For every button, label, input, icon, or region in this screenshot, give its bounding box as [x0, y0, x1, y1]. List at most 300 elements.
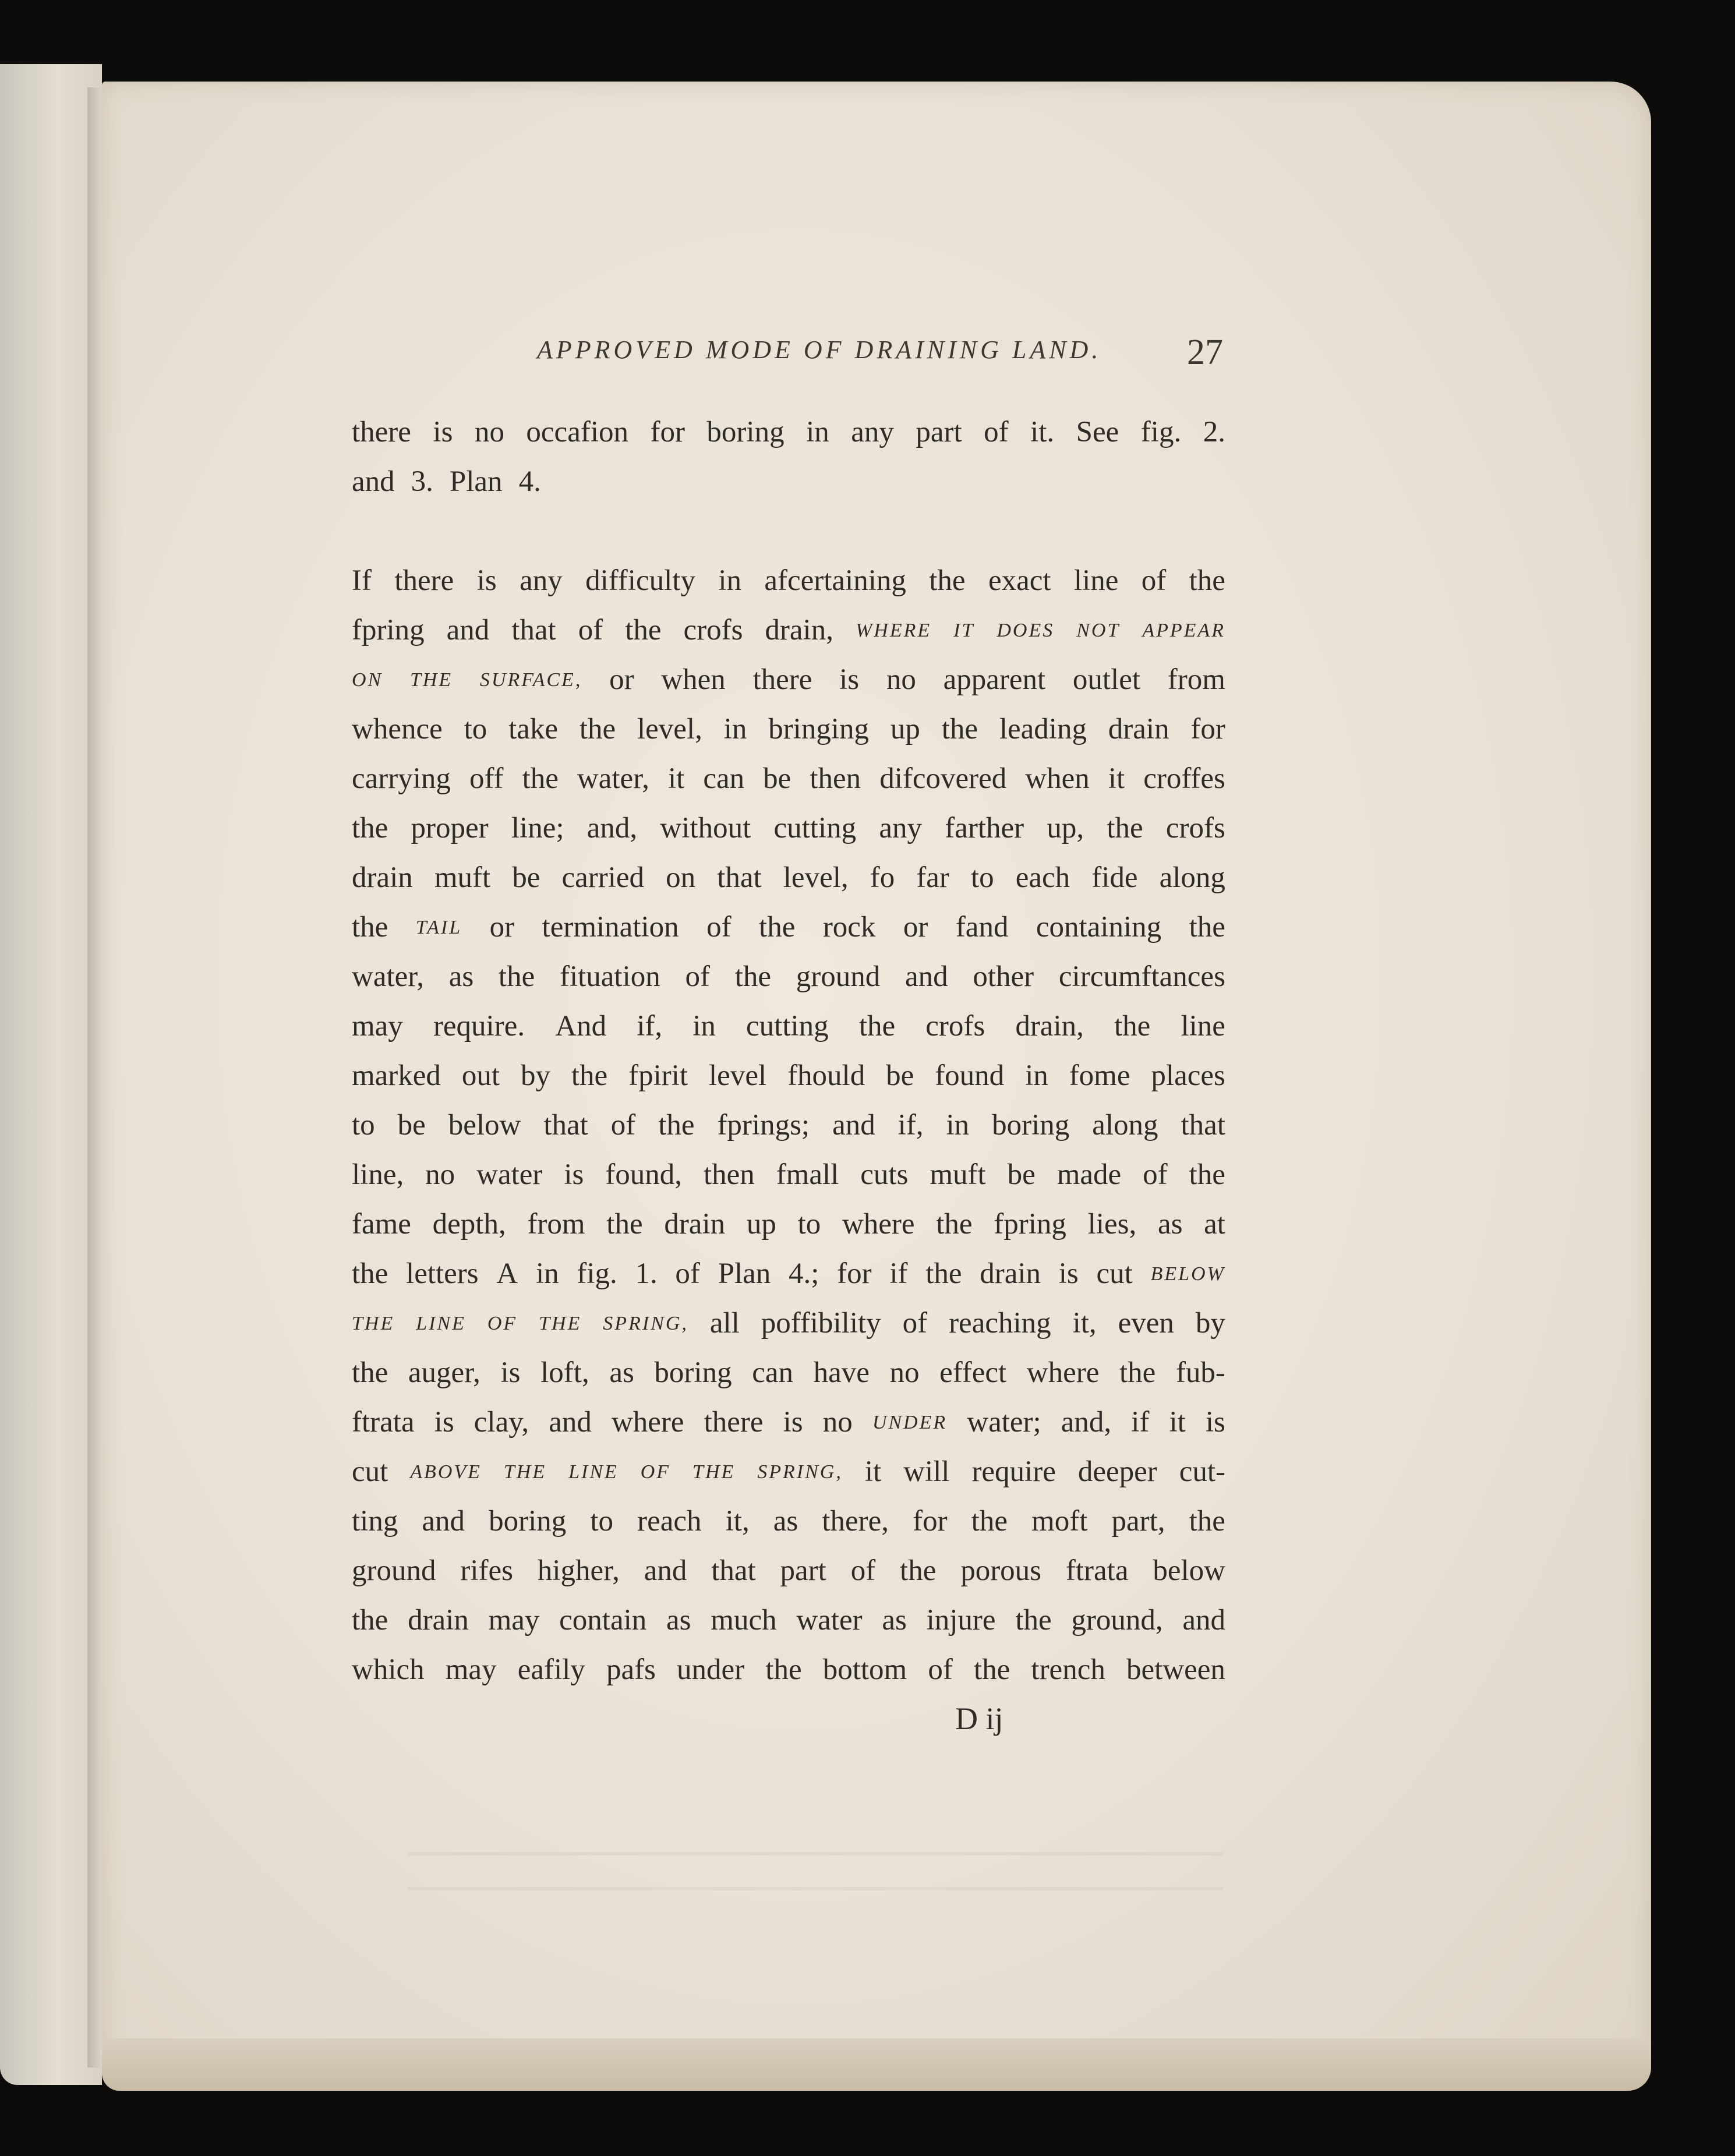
word: to: [352, 1109, 375, 1141]
word: loft,: [540, 1356, 589, 1389]
word: muft: [930, 1158, 986, 1191]
word: fprings;: [717, 1109, 810, 1141]
word: level,: [783, 861, 849, 894]
word: drain: [408, 1604, 469, 1637]
word: 4.;: [789, 1257, 819, 1290]
word: by: [1195, 1307, 1225, 1339]
word: the: [900, 1554, 937, 1587]
word: that: [711, 1554, 756, 1587]
word: marked: [352, 1059, 441, 1092]
word: is: [564, 1158, 584, 1191]
word: to: [590, 1505, 614, 1538]
word: cut-: [1179, 1455, 1225, 1488]
small-caps-word: IT: [953, 620, 975, 641]
word: which: [352, 1653, 425, 1686]
word: fig.: [1140, 416, 1182, 448]
word: the: [929, 564, 966, 597]
word: boring: [489, 1505, 567, 1538]
word: when: [661, 663, 726, 696]
word: the: [936, 1208, 973, 1240]
word: part: [916, 416, 962, 448]
small-caps-word: LINE: [416, 1313, 466, 1334]
text-line: [352, 1299, 1225, 1348]
word: drain: [352, 861, 413, 894]
text-line: [352, 1645, 1225, 1695]
word: for: [650, 416, 685, 448]
word: circumftances: [1058, 960, 1225, 993]
word: far: [916, 861, 949, 894]
word: rock: [822, 911, 876, 943]
word: carried: [561, 861, 645, 894]
word: drain: [980, 1257, 1041, 1290]
word: clay,: [473, 1406, 529, 1438]
word: and: [549, 1406, 592, 1438]
word: can: [752, 1356, 793, 1389]
word: and: [422, 1505, 465, 1538]
word: between: [1126, 1653, 1225, 1686]
word: poffibility: [761, 1307, 881, 1339]
word: the: [352, 911, 388, 943]
word: of: [610, 1109, 636, 1141]
word: the: [352, 1604, 388, 1637]
word: take: [508, 713, 559, 745]
word: out: [461, 1059, 500, 1092]
word: under: [677, 1653, 745, 1686]
text-line: [352, 556, 1225, 606]
word: apparent: [943, 663, 1046, 696]
small-caps-word: THE: [503, 1461, 547, 1483]
word: off: [469, 762, 504, 795]
small-caps-word: ON: [352, 669, 383, 691]
text-line: [352, 1348, 1225, 1398]
text-line: [352, 1002, 1225, 1051]
word: termination: [542, 911, 679, 943]
word: boring: [706, 416, 785, 448]
word: where: [1026, 1356, 1100, 1389]
word: or: [903, 911, 928, 943]
word: that: [511, 614, 556, 646]
word: leading: [999, 713, 1087, 745]
word: in: [718, 564, 741, 597]
word: it: [1108, 762, 1125, 795]
word: fand: [955, 911, 1009, 943]
text-line: [352, 1596, 1225, 1645]
word: and: [644, 1554, 687, 1587]
word: the: [1189, 911, 1225, 943]
word: and: [352, 465, 395, 498]
word: ting: [352, 1505, 398, 1538]
word: the: [971, 1505, 1008, 1538]
word: effect: [939, 1356, 1007, 1389]
word: that: [543, 1109, 588, 1141]
text-line: [352, 1200, 1225, 1249]
word: drain: [1108, 713, 1169, 745]
word: cutting: [746, 1010, 829, 1042]
word: be: [1007, 1158, 1036, 1191]
word: or: [489, 911, 515, 943]
word: no: [474, 416, 504, 448]
word: along: [1092, 1109, 1158, 1141]
small-caps-word: WHERE: [855, 620, 932, 641]
word: 2.: [1203, 416, 1225, 448]
word: ground: [796, 960, 881, 993]
word: may: [488, 1604, 540, 1637]
text-line: [352, 408, 1225, 457]
word: much: [711, 1604, 777, 1637]
word: And: [555, 1010, 607, 1042]
word: it: [1169, 1406, 1186, 1438]
text-line: [352, 754, 1225, 804]
word: drain: [664, 1208, 726, 1240]
facing-page-edge: [0, 64, 102, 2085]
word: be: [763, 762, 791, 795]
word: in: [723, 713, 747, 745]
word: for: [913, 1505, 948, 1538]
word: If: [352, 564, 372, 597]
word: any: [879, 812, 923, 844]
word: the: [1114, 1010, 1151, 1042]
word: there: [394, 564, 454, 597]
word: no: [886, 663, 916, 696]
word: the: [858, 1010, 896, 1042]
word: as: [773, 1505, 798, 1538]
word: the: [734, 960, 772, 993]
word: it,: [725, 1505, 750, 1538]
word: require.: [433, 1010, 525, 1042]
word: in: [946, 1109, 970, 1141]
text-line: [352, 1447, 1225, 1497]
word: the: [1189, 1505, 1225, 1538]
word: water: [796, 1604, 863, 1637]
word: all: [709, 1307, 740, 1339]
word: to: [797, 1208, 821, 1240]
text-line: [352, 457, 1225, 507]
word: it.: [1030, 416, 1055, 448]
word: fo: [870, 861, 895, 894]
text-line: [352, 804, 1225, 853]
word: in: [535, 1257, 559, 1290]
word: any: [851, 416, 894, 448]
small-caps-word: NOT: [1076, 620, 1121, 641]
word: no: [822, 1406, 853, 1438]
small-caps-word: THE: [409, 669, 453, 691]
word: if: [889, 1257, 908, 1290]
word: farther: [945, 812, 1024, 844]
text-line: [352, 1398, 1225, 1447]
word: difcovered: [879, 762, 1007, 795]
word: of: [706, 911, 732, 943]
word: the: [973, 1653, 1010, 1686]
running-head-title: APPROVED MODE OF DRAINING LAND.: [537, 335, 1102, 364]
word: along: [1159, 861, 1225, 894]
word: whence: [352, 713, 443, 745]
word: occafion: [526, 416, 628, 448]
word: below: [448, 1109, 521, 1141]
word: from: [1167, 663, 1225, 696]
word: Plan: [449, 465, 503, 498]
word: is: [476, 564, 497, 597]
word: is: [839, 663, 860, 696]
word: no: [425, 1158, 455, 1191]
word: and: [446, 614, 490, 646]
word: is: [433, 416, 453, 448]
small-caps-word: LINE: [568, 1461, 619, 1483]
word: exact: [988, 564, 1051, 597]
text-line: [352, 853, 1225, 903]
word: trench: [1031, 1653, 1105, 1686]
word: places: [1151, 1059, 1225, 1092]
word: is: [783, 1406, 803, 1438]
word: carrying: [352, 762, 451, 795]
word: auger,: [408, 1356, 480, 1389]
text-line: [352, 705, 1225, 754]
word: 3.: [411, 465, 433, 498]
text-line: [352, 606, 1225, 655]
word: in: [1025, 1059, 1048, 1092]
word: made: [1056, 1158, 1122, 1191]
word: drain,: [1015, 1010, 1084, 1042]
small-caps-word: APPEAR: [1142, 620, 1225, 641]
small-caps-word: SPRING,: [603, 1313, 688, 1334]
word: the: [606, 1208, 643, 1240]
word: that: [1181, 1109, 1225, 1141]
word: is: [500, 1356, 521, 1389]
word: and,: [586, 812, 638, 844]
word: of: [850, 1554, 876, 1587]
small-caps-word: SPRING,: [757, 1461, 843, 1483]
word: crofs: [925, 1010, 985, 1042]
word: line: [1181, 1010, 1225, 1042]
text-line: [352, 655, 1225, 705]
word: each: [1015, 861, 1070, 894]
word: ground: [352, 1554, 436, 1587]
word: croffes: [1143, 762, 1225, 795]
word: cutting: [773, 812, 857, 844]
word: it,: [1072, 1307, 1097, 1339]
word: porous: [960, 1554, 1042, 1587]
word: for: [1190, 713, 1225, 745]
word: require: [971, 1455, 1056, 1488]
word: without: [660, 812, 751, 844]
word: there: [352, 416, 411, 448]
word: of: [984, 416, 1009, 448]
text-line: [352, 1546, 1225, 1596]
word: the: [1189, 564, 1225, 597]
word: below: [1153, 1554, 1225, 1587]
word: the: [498, 960, 535, 993]
word: in: [806, 416, 829, 448]
word: have: [813, 1356, 870, 1389]
word: fide: [1091, 861, 1138, 894]
word: by: [520, 1059, 550, 1092]
page-bottom-edge: [102, 2038, 1651, 2091]
text-line: [352, 1150, 1225, 1200]
word: be: [512, 861, 540, 894]
word: 4.: [518, 465, 541, 498]
word: the: [352, 1356, 388, 1389]
word: to: [970, 861, 994, 894]
word: the: [941, 713, 978, 745]
word: the: [625, 614, 662, 646]
word: pafs: [606, 1653, 656, 1686]
word: as: [448, 960, 474, 993]
word: the: [925, 1257, 962, 1290]
word: reaching: [949, 1307, 1051, 1339]
word: where: [611, 1406, 684, 1438]
word: water,: [577, 762, 649, 795]
word: depth,: [432, 1208, 506, 1240]
word: and,: [1061, 1406, 1112, 1438]
word: that: [717, 861, 762, 894]
word: fome: [1069, 1059, 1130, 1092]
word: it: [667, 762, 685, 795]
word: of: [578, 614, 603, 646]
signature-mark: D ij: [955, 1701, 1003, 1736]
word: be: [886, 1059, 914, 1092]
body-text: [352, 408, 1225, 1695]
word: reach: [637, 1505, 702, 1538]
word: for: [837, 1257, 872, 1290]
word: found,: [605, 1158, 683, 1191]
word: fig.: [577, 1257, 617, 1290]
small-caps-word: BELOW: [1150, 1263, 1225, 1285]
small-caps-word: UNDER: [872, 1412, 948, 1433]
word: it: [864, 1455, 882, 1488]
word: the: [765, 1653, 802, 1686]
small-caps-word: OF: [487, 1313, 518, 1334]
word: and: [905, 960, 948, 993]
word: lies,: [1087, 1208, 1137, 1240]
word: fhould: [787, 1059, 865, 1092]
word: can: [703, 762, 745, 795]
word: injure: [926, 1604, 996, 1637]
word: level: [709, 1059, 767, 1092]
word: ground,: [1071, 1604, 1163, 1637]
word: the: [1015, 1604, 1052, 1637]
word: cuts: [860, 1158, 909, 1191]
word: of: [675, 1257, 700, 1290]
small-caps-word: THE: [352, 1313, 395, 1334]
word: as: [609, 1356, 634, 1389]
word: and: [832, 1109, 875, 1141]
word: fmall: [776, 1158, 839, 1191]
word: of: [928, 1653, 953, 1686]
word: or: [609, 663, 634, 696]
word: on: [666, 861, 696, 894]
word: any: [520, 564, 563, 597]
small-caps-word: OF: [640, 1461, 671, 1483]
word: cut: [1096, 1257, 1133, 1290]
word: found: [935, 1059, 1005, 1092]
text-line: [352, 952, 1225, 1002]
word: proper: [411, 812, 489, 844]
word: the: [522, 762, 559, 795]
word: and: [1182, 1604, 1225, 1637]
word: of: [1141, 564, 1167, 597]
word: where: [842, 1208, 915, 1240]
word: 1.: [635, 1257, 658, 1290]
word: part,: [1111, 1505, 1165, 1538]
text-line: [352, 1101, 1225, 1150]
word: in: [692, 1010, 716, 1042]
word: is: [1058, 1257, 1079, 1290]
word: up: [890, 713, 920, 745]
word: up: [746, 1208, 776, 1240]
word: there,: [822, 1505, 889, 1538]
word: to: [464, 713, 487, 745]
word: up,: [1047, 812, 1084, 844]
word: the: [352, 812, 388, 844]
word: of: [902, 1307, 928, 1339]
word: See: [1076, 416, 1119, 448]
word: cut: [352, 1455, 388, 1488]
word: at: [1204, 1208, 1225, 1240]
word: eafily: [517, 1653, 585, 1686]
word: water,: [352, 960, 424, 993]
paragraph-gap: [352, 507, 1225, 556]
small-caps-word: TAIL: [415, 917, 462, 938]
word: the: [759, 911, 796, 943]
word: water: [476, 1158, 543, 1191]
bleed-through-text: [408, 1852, 1223, 1922]
word: of: [1143, 1158, 1168, 1191]
word: from: [527, 1208, 585, 1240]
word: muft: [434, 861, 491, 894]
word: other: [973, 960, 1034, 993]
text-line: [352, 903, 1225, 952]
word: may: [445, 1653, 497, 1686]
word: is: [1205, 1406, 1225, 1438]
word: contain: [559, 1604, 647, 1637]
small-caps-word: THE: [692, 1461, 736, 1483]
word: part: [780, 1554, 826, 1587]
word: rifes: [460, 1554, 513, 1587]
word: A: [496, 1257, 518, 1290]
word: the: [658, 1109, 695, 1141]
word: will: [903, 1455, 950, 1488]
word: if: [1131, 1406, 1150, 1438]
word: fpirit: [628, 1059, 688, 1092]
text-line: [352, 1249, 1225, 1299]
word: fpring: [994, 1208, 1066, 1240]
word: there: [704, 1406, 764, 1438]
word: the: [352, 1257, 388, 1290]
word: the: [579, 713, 616, 745]
word: of: [685, 960, 710, 993]
word: fpring: [352, 614, 425, 646]
word: when: [1025, 762, 1090, 795]
word: crofs: [683, 614, 743, 646]
word: containing: [1036, 911, 1162, 943]
word: higher,: [537, 1554, 620, 1587]
word: fub-: [1175, 1356, 1225, 1389]
word: fituation: [559, 960, 660, 993]
text-line: [352, 1497, 1225, 1546]
word: may: [352, 1010, 403, 1042]
word: ftrata: [352, 1406, 415, 1438]
word: line,: [352, 1158, 404, 1191]
word: there: [752, 663, 812, 696]
word: boring: [992, 1109, 1070, 1141]
small-caps-word: SURFACE,: [479, 669, 582, 691]
word: difficulty: [585, 564, 695, 597]
word: letters: [406, 1257, 479, 1290]
word: bringing: [768, 713, 870, 745]
word: the: [1107, 812, 1143, 844]
word: level,: [637, 713, 702, 745]
word: Plan: [718, 1257, 771, 1290]
word: line: [1073, 564, 1119, 597]
